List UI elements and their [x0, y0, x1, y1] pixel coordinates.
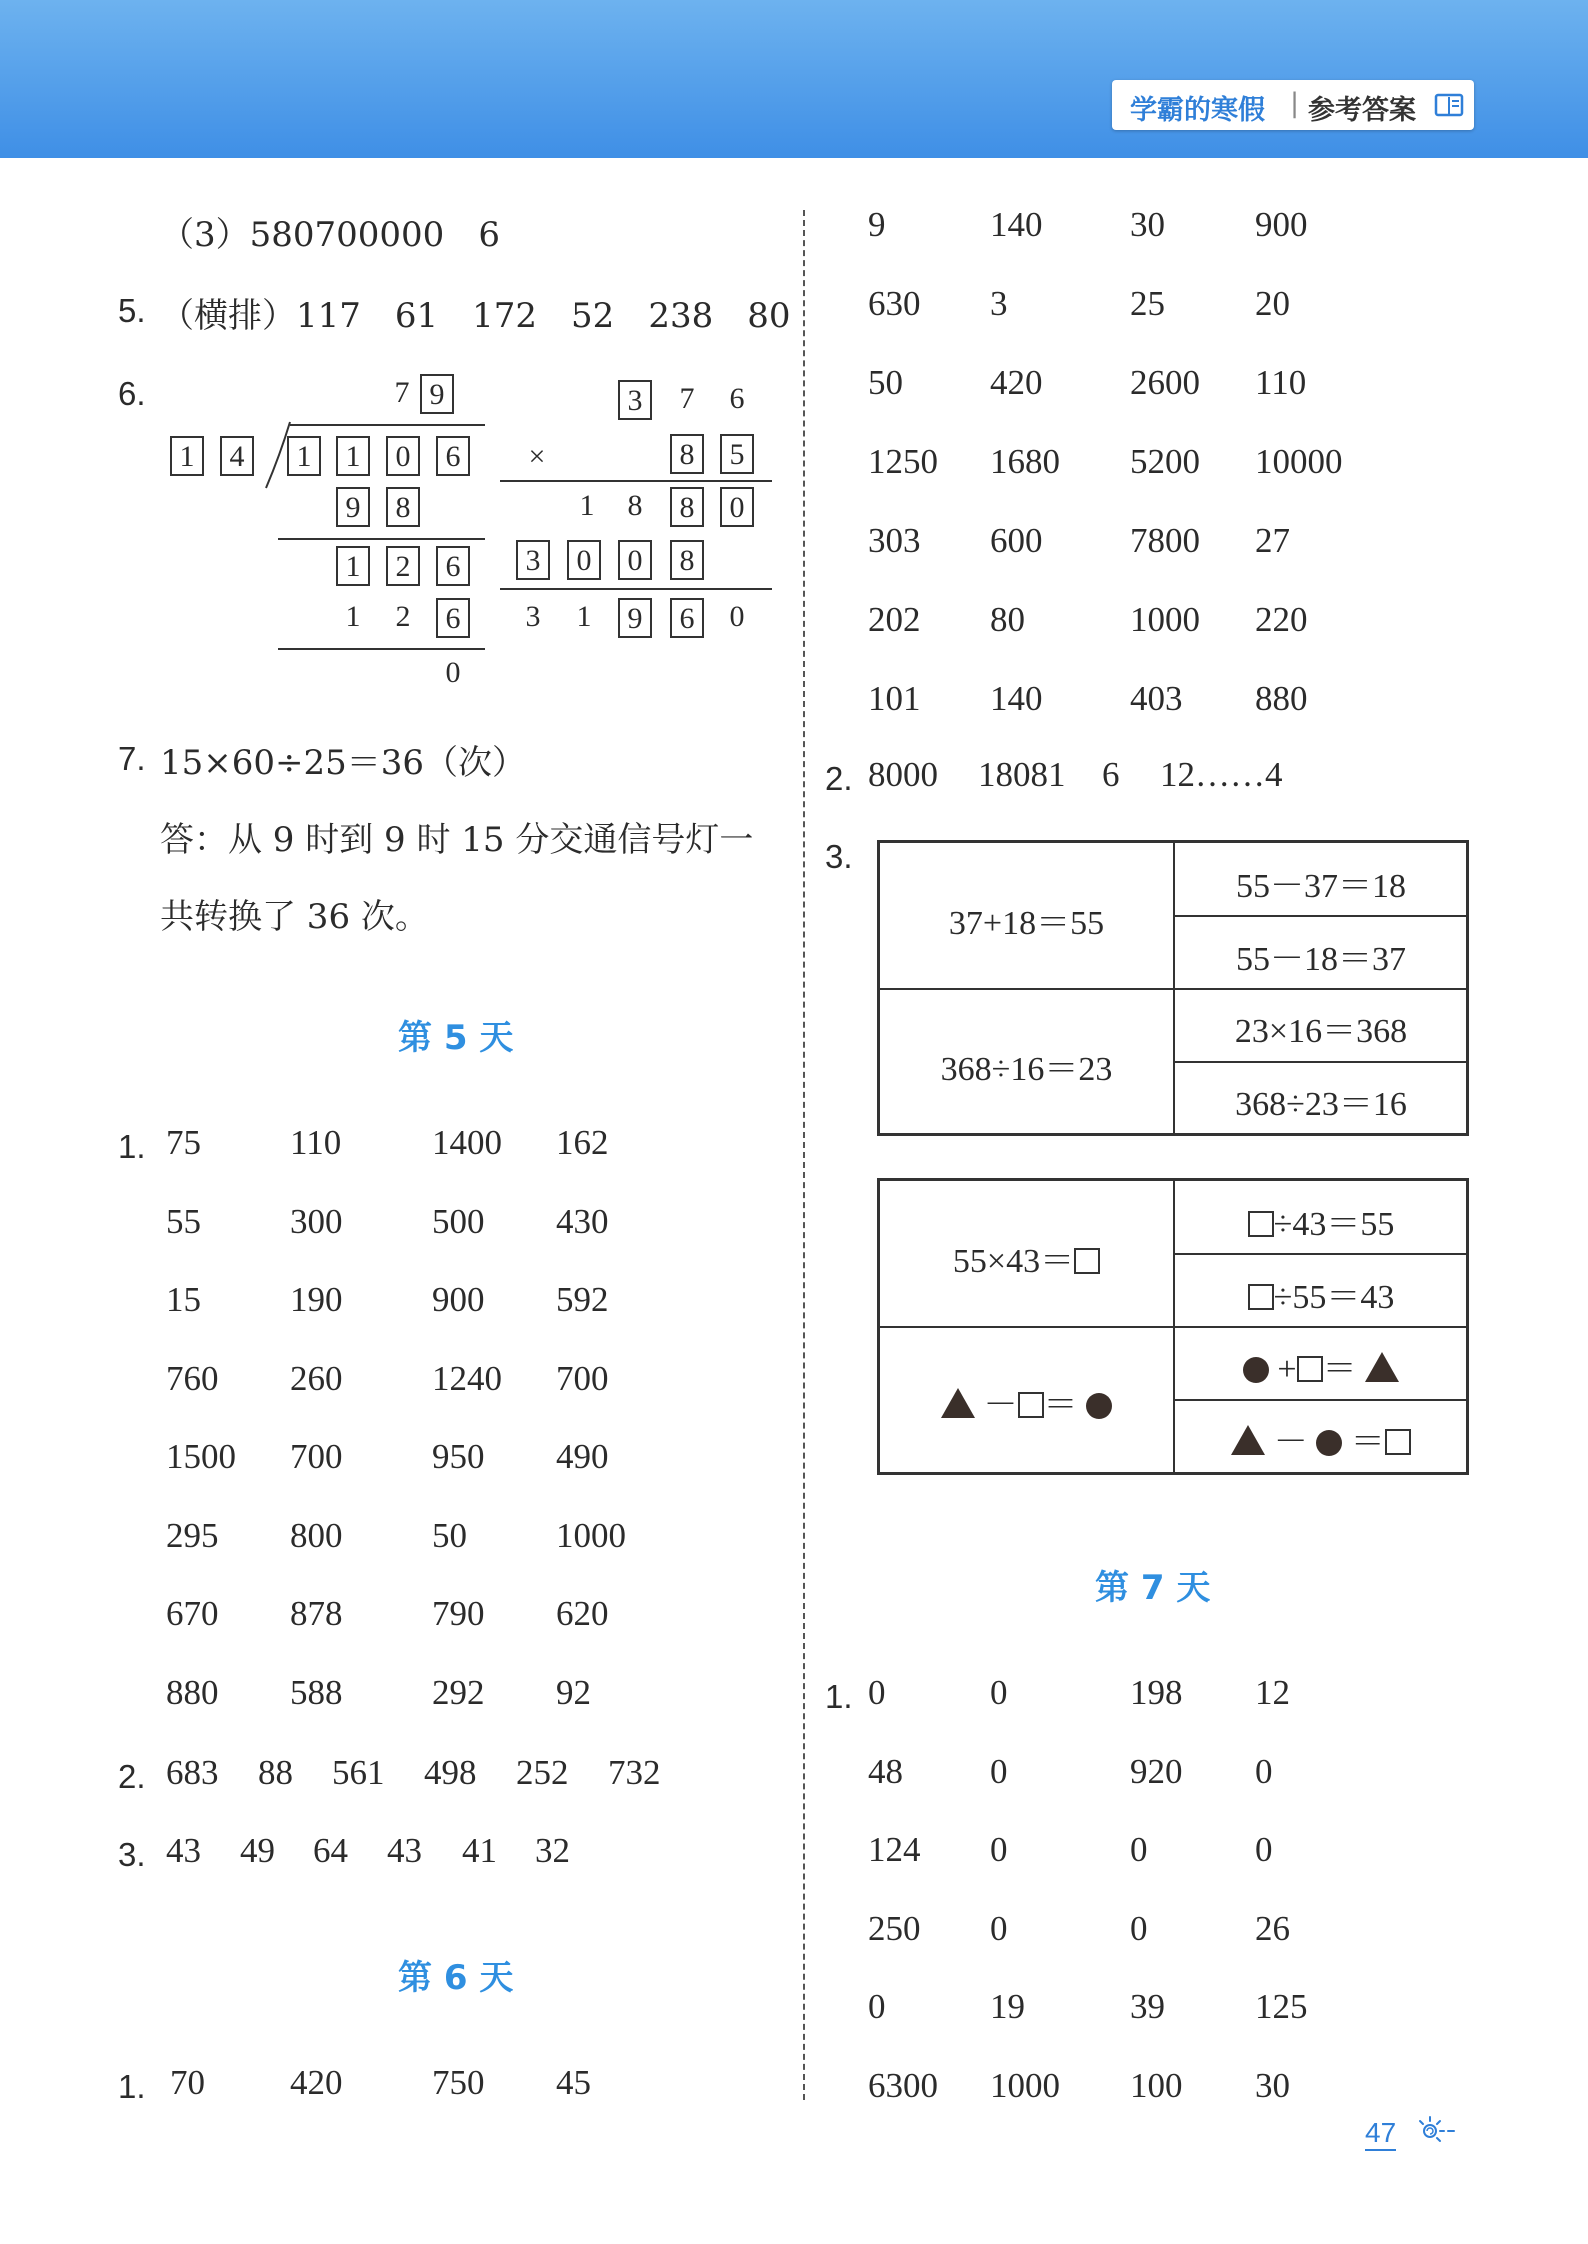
minus-sign: －: [1273, 1424, 1308, 1461]
grid-cell: 7800: [1130, 521, 1200, 560]
grid-cell: 670: [166, 1594, 219, 1633]
grid-cell: 10000: [1255, 442, 1343, 481]
header-subtitle: 参考答案: [1308, 95, 1416, 126]
grid-cell: 920: [1130, 1751, 1183, 1791]
grid-cell: 630: [868, 284, 921, 323]
day5-q1-label: 1.: [118, 1128, 146, 1165]
grid-cell: 1000: [990, 2065, 1060, 2105]
grid-cell: 600: [990, 521, 1043, 560]
multiplication-rule: [500, 588, 772, 590]
grid-cell: 430: [556, 1201, 609, 1241]
step2-digit: 2: [395, 600, 411, 633]
table1-left-top: 37+18＝55: [948, 905, 1105, 942]
grid-cell: 1000: [1130, 600, 1200, 639]
grid-cell: 303: [868, 521, 921, 560]
grid-cell: 110: [290, 1123, 342, 1162]
header-brand: [1112, 80, 1474, 130]
grid-cell: 30: [1255, 2065, 1290, 2105]
triangle-icon: [1365, 1352, 1399, 1382]
answer-value: 8000: [868, 755, 938, 794]
grid-cell: 880: [1255, 679, 1308, 718]
header-band: [0, 0, 1588, 158]
grid-cell: 101: [868, 679, 921, 718]
rem1-digit-box: 2: [386, 546, 420, 586]
day6-q1-label: 1.: [118, 2068, 146, 2105]
grid-cell: 110: [1255, 363, 1307, 402]
fact-family-table-2: [877, 1178, 1469, 1475]
blank-square-icon: [1385, 1429, 1411, 1455]
answer-value: 41: [462, 1831, 497, 1870]
grid-cell: 295: [166, 1515, 219, 1555]
multiplicand-digit: 7: [679, 382, 695, 415]
answer-value: 45: [556, 2063, 591, 2102]
grid-cell: 220: [1255, 600, 1308, 639]
grid-cell: 48: [868, 1751, 903, 1791]
grid-cell: 80: [990, 600, 1025, 639]
answer-value: 732: [608, 1753, 661, 1792]
grid-cell: 3: [990, 284, 1008, 323]
blank-square-icon: [1074, 1248, 1100, 1274]
grid-cell: 202: [868, 600, 921, 639]
blank-square-icon: [1248, 1284, 1274, 1310]
table1-left-bottom: 368÷16＝23: [940, 1051, 1113, 1088]
multiplicand-digit-box: 3: [618, 380, 652, 420]
column-divider: [803, 210, 805, 2100]
blank-square-icon: [1248, 1211, 1274, 1237]
grid-cell: 92: [556, 1672, 591, 1712]
answer-value: 43: [387, 1831, 422, 1870]
partial2-digit-box: 0: [618, 540, 652, 580]
grid-cell: 0: [1130, 1908, 1148, 1948]
grid-cell: 75: [166, 1123, 201, 1162]
multiplier-digit-box: 5: [720, 434, 754, 474]
table2-right-top2-text: ÷55＝43: [1273, 1279, 1395, 1316]
q7-answer-line1: 答：从 9 时到 9 时 15 分交通信号灯一: [160, 820, 754, 860]
grid-cell: 20: [1255, 284, 1290, 323]
grid-cell: 50: [432, 1515, 467, 1555]
grid-cell: 19: [990, 1987, 1025, 2026]
grid-cell: 900: [1255, 205, 1308, 244]
answer-value: 12……4: [1160, 755, 1283, 794]
fact-family-table-1: [877, 840, 1469, 1136]
equals-sign: ＝: [1043, 1387, 1078, 1424]
grid-cell: 900: [432, 1280, 485, 1319]
grid-cell: 9: [868, 205, 886, 244]
page-number: 47: [1365, 2117, 1396, 2151]
q4-part3: （3）580700000 6: [160, 215, 500, 255]
grid-cell: 0: [990, 1751, 1008, 1791]
dividend-digit-box: 1: [336, 436, 370, 476]
answer-value: 18081: [978, 755, 1066, 794]
divisor-digit-box: 4: [220, 436, 254, 476]
partial1-digit-box: 8: [670, 487, 704, 527]
header-separator: |: [1290, 88, 1300, 119]
step1-digit-box: 8: [386, 487, 420, 527]
right-q3-label: 3.: [825, 838, 853, 875]
partial2-digit-box: 0: [567, 540, 601, 580]
circle-icon: [1086, 1393, 1112, 1419]
answer-value: 88: [258, 1753, 293, 1792]
grid-cell: 50: [868, 363, 903, 402]
grid-cell: 250: [868, 1908, 921, 1948]
plus-sign: +: [1277, 1351, 1297, 1388]
rem1-digit-box: 1: [336, 546, 370, 586]
step1-digit-box: 9: [336, 487, 370, 527]
grid-cell: 0: [990, 1673, 1008, 1712]
table1-right-bottom2: 368÷23＝16: [1235, 1086, 1407, 1123]
dividend-digit-box: 6: [436, 436, 470, 476]
grid-cell: 880: [166, 1672, 219, 1712]
equals-sign: ＝: [1322, 1351, 1357, 1388]
grid-cell: 0: [868, 1987, 886, 2026]
grid-cell: 0: [1130, 1830, 1148, 1869]
partial2-digit-box: 8: [670, 540, 704, 580]
table2-right-top1: [1173, 1196, 1469, 1245]
multiplication-rule: [500, 480, 772, 482]
grid-cell: 1400: [432, 1123, 502, 1162]
right-q2-label: 2.: [825, 760, 853, 797]
grid-cell: 100: [1130, 2065, 1183, 2105]
q7-formula: 15×60÷25＝36（次）: [160, 743, 527, 783]
grid-cell: 162: [556, 1123, 609, 1162]
product-digit: 0: [729, 600, 745, 633]
grid-cell: 25: [1130, 284, 1165, 323]
grid-cell: 15: [166, 1280, 201, 1319]
minus-sign: －: [983, 1387, 1018, 1424]
grid-cell: 190: [290, 1280, 343, 1319]
grid-cell: 27: [1255, 521, 1290, 560]
circle-icon: [1243, 1357, 1269, 1383]
times-sign: ×: [528, 440, 546, 473]
grid-cell: 140: [990, 679, 1043, 718]
table2-left-bottom: [880, 1377, 1173, 1426]
blank-square-icon: [1297, 1356, 1323, 1382]
grid-cell: 490: [556, 1437, 609, 1476]
table2-right-bottom2: [1173, 1414, 1469, 1463]
grid-cell: 12: [1255, 1673, 1290, 1712]
product-digit: 3: [525, 600, 541, 633]
answer-value: 32: [535, 1831, 570, 1870]
quotient-digit-box: 9: [420, 374, 454, 414]
grid-cell: 0: [990, 1830, 1008, 1869]
triangle-icon: [1231, 1425, 1265, 1455]
multiplier-digit-box: 8: [670, 434, 704, 474]
table2-left-top: [880, 1233, 1173, 1282]
grid-cell: 403: [1130, 679, 1183, 718]
grid-cell: 700: [556, 1358, 609, 1398]
table2-right-top2: [1173, 1269, 1469, 1318]
answer-value: 561: [332, 1753, 385, 1792]
grid-cell: 0: [1255, 1751, 1273, 1791]
dividend-digit-box: 1: [287, 436, 321, 476]
grid-cell: 790: [432, 1594, 485, 1633]
triangle-icon: [941, 1388, 975, 1418]
grid-cell: 592: [556, 1280, 609, 1319]
partial1-digit: 1: [579, 489, 595, 522]
answer-value: 683: [166, 1753, 219, 1792]
grid-cell: 30: [1130, 205, 1165, 244]
q7-label: 7.: [118, 740, 146, 777]
grid-cell: 1250: [868, 442, 938, 481]
division-rule: [278, 538, 485, 540]
equals-sign: ＝: [1350, 1424, 1385, 1461]
grid-cell: 950: [432, 1437, 485, 1476]
q6-label: 6.: [118, 375, 146, 412]
answer-value: 420: [290, 2063, 343, 2102]
partial1-digit: 8: [627, 489, 643, 522]
answer-value: 750: [432, 2063, 485, 2102]
answer-value: 6: [1102, 755, 1120, 794]
header-title: 学霸的寒假: [1130, 95, 1265, 126]
product-digit: 1: [576, 600, 592, 633]
divisor-digit-box: 1: [170, 436, 204, 476]
grid-cell: 878: [290, 1594, 343, 1633]
partial2-digit-box: 3: [516, 540, 550, 580]
day7-heading: 第 7 天: [1095, 1568, 1211, 1608]
grid-cell: 124: [868, 1830, 921, 1869]
final-remainder: 0: [445, 656, 461, 689]
grid-cell: 1680: [990, 442, 1060, 481]
table2-left-top-text: 55×43＝: [952, 1243, 1075, 1280]
answer-value: 252: [516, 1753, 569, 1792]
table1-right-bottom1: 23×16＝368: [1234, 1013, 1408, 1050]
grid-cell: 1240: [432, 1358, 502, 1398]
multiplicand-digit: 6: [729, 382, 745, 415]
grid-cell: 1500: [166, 1437, 236, 1476]
grid-cell: 292: [432, 1672, 485, 1712]
grid-cell: 260: [290, 1358, 343, 1398]
product-digit-box: 6: [670, 598, 704, 638]
grid-cell: 588: [290, 1672, 343, 1712]
grid-cell: 700: [290, 1437, 343, 1476]
grid-cell: 6300: [868, 2065, 938, 2105]
grid-cell: 2600: [1130, 363, 1200, 402]
day6-heading: 第 6 天: [398, 1958, 514, 1998]
grid-cell: 125: [1255, 1987, 1308, 2026]
grid-cell: 140: [990, 205, 1043, 244]
day7-q1-label: 1.: [825, 1678, 853, 1715]
grid-cell: 55: [166, 1201, 201, 1241]
answer-value: 498: [424, 1753, 477, 1792]
answer-value: 43: [166, 1831, 201, 1870]
blank-square-icon: [1018, 1392, 1044, 1418]
sun-swirl-icon: [1410, 2108, 1456, 2154]
partial1-digit-box: 0: [720, 487, 754, 527]
day5-q2-label: 2.: [118, 1758, 146, 1795]
answer-value: 70: [170, 2063, 205, 2102]
q5-label: 5.: [118, 292, 146, 329]
grid-cell: 300: [290, 1201, 343, 1241]
book-icon: [1434, 89, 1464, 119]
division-rule: [278, 648, 485, 650]
grid-cell: 800: [290, 1515, 343, 1555]
rem1-digit-box: 6: [436, 546, 470, 586]
quotient-digit: 7: [394, 376, 410, 409]
answer-value: 64: [313, 1831, 348, 1870]
q7-answer-line2: 共转换了 36 次。: [160, 897, 429, 937]
day5-heading: 第 5 天: [398, 1018, 514, 1058]
grid-cell: 198: [1130, 1673, 1183, 1712]
circle-icon: [1316, 1430, 1342, 1456]
answer-value: 49: [240, 1831, 275, 1870]
grid-cell: 1000: [556, 1515, 626, 1555]
grid-cell: 620: [556, 1594, 609, 1633]
table1-right-top2: 55－18＝37: [1236, 941, 1406, 978]
grid-cell: 0: [990, 1908, 1008, 1948]
grid-cell: 26: [1255, 1908, 1290, 1948]
day5-q3-label: 3.: [118, 1836, 146, 1873]
product-digit-box: 9: [618, 598, 652, 638]
table1-right-top1: 55－37＝18: [1236, 868, 1406, 905]
grid-cell: 760: [166, 1358, 219, 1398]
q5-text: （横排）117 61 172 52 238 80: [160, 296, 791, 336]
grid-cell: 5200: [1130, 442, 1200, 481]
grid-cell: 500: [432, 1201, 485, 1241]
table2-right-bottom1: [1173, 1341, 1469, 1390]
step2-digit: 1: [345, 600, 361, 633]
grid-cell: 0: [868, 1673, 886, 1712]
division-bar: [290, 424, 485, 426]
dividend-digit-box: 0: [386, 436, 420, 476]
step2-digit-box: 6: [436, 598, 470, 638]
grid-cell: 420: [990, 363, 1043, 402]
grid-cell: 0: [1255, 1830, 1273, 1869]
table2-right-top1-text: ÷43＝55: [1273, 1206, 1395, 1243]
grid-cell: 39: [1130, 1987, 1165, 2026]
